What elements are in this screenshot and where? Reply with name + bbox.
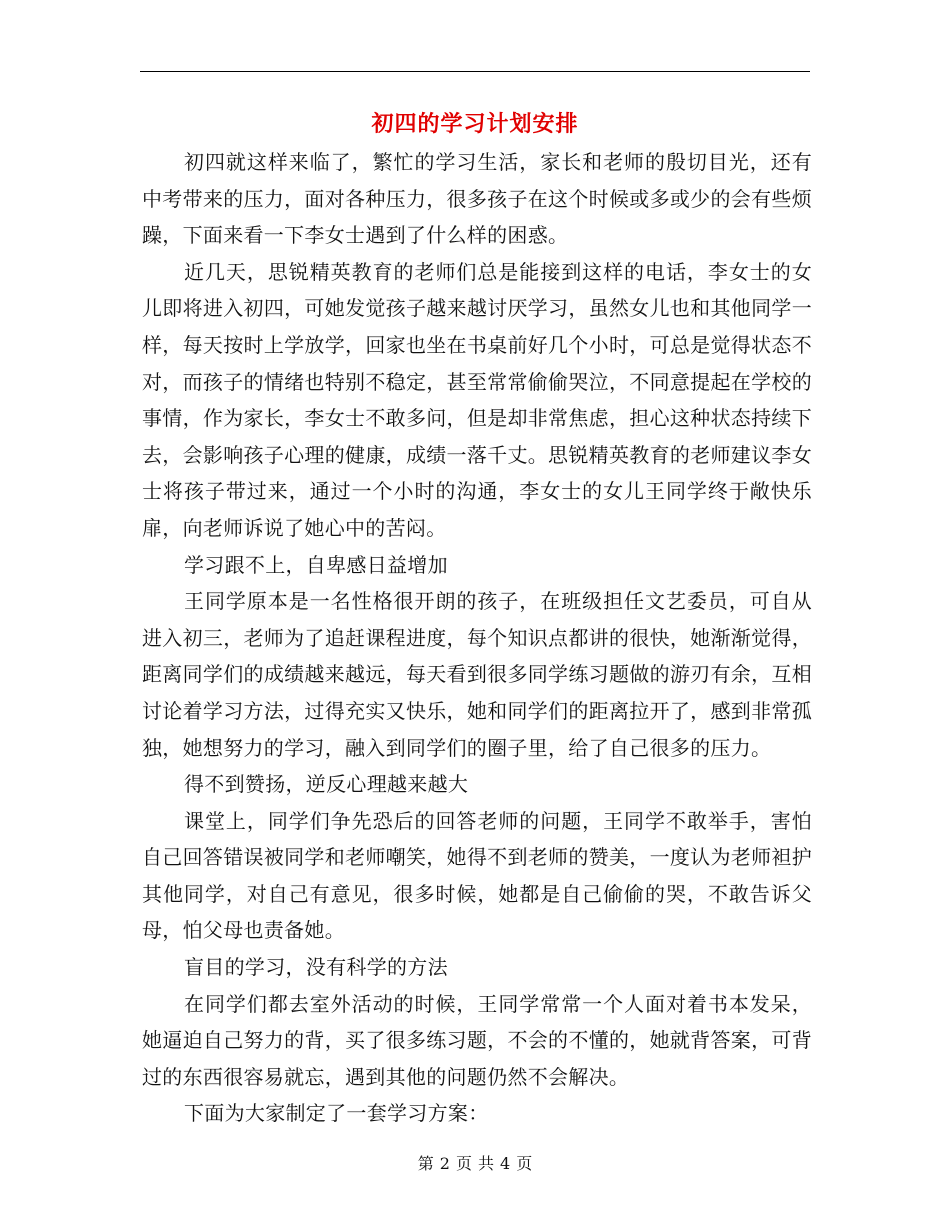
paragraph-no-praise: 课堂上，同学们争先恐后的回答老师的问题，王同学不敢举手，害怕自己回答错误被同学和老师嘲笑，她得不到老师的赞美，一度认为老师袒护其他同学，对自己有意见，很多时候，她都是自己偷偷的哭，不敢告诉父母，怕父母也责备她。 bbox=[142, 808, 812, 943]
document-title: 初四的学习计划安排 bbox=[371, 111, 579, 137]
subheading-blind-study: 盲目的学习，没有科学的方法 bbox=[184, 955, 448, 980]
footer-total-pages: 4 bbox=[500, 1154, 511, 1173]
paragraph-falling-behind: 王同学原本是一名性格很开朗的孩子，在班级担任文艺委员，可自从进入初三，老师为了追赶课程进度，每个知识点都讲的很快，她渐渐觉得，距离同学们的成绩越来越远，每天看到很多同学练习题做的游刃有余，互相讨论着学习方法，过得充实又快乐，她和同学们的距离拉开了，感到非常孤独，她想努力的学习，融入到同学们的圈子里，给了自己很多的压力。 bbox=[142, 589, 812, 760]
header-rule bbox=[140, 71, 810, 72]
footer-total-word: 共 bbox=[478, 1154, 495, 1173]
footer-page-number: 2 bbox=[439, 1154, 450, 1173]
paragraph-plan-intro: 下面为大家制定了一套学习方案： bbox=[184, 1101, 489, 1126]
footer-prefix: 第 bbox=[417, 1154, 434, 1173]
paragraph-story: 近几天，思锐精英教育的老师们总是能接到这样的电话，李女士的女儿即将进入初四，可她发觉孩子越来越讨厌学习，虽然女儿也和其他同学一样，每天按时上学放学，回家也坐在书桌前好几个小时，可总是觉得状态不对，而孩子的情绪也特别不稳定，甚至常常偷偷哭泣，不同意提起在学校的事情，作为家长，李女士不敢多问，但是却非常焦虑，担心这种状态持续下去，会影响孩子心理的健康，成绩一落千丈。思锐精英教育的老师建议李女士将孩子带过来，通过一个小时的沟通，李女士的女儿王同学终于敞快乐扉，向老师诉说了她心中的苦闷。 bbox=[142, 259, 812, 540]
footer-page-word: 页 bbox=[455, 1154, 472, 1173]
subheading-falling-behind: 学习跟不上，自卑感日益增加 bbox=[184, 552, 448, 577]
paragraph-blind-study: 在同学们都去室外活动的时候，王同学常常一个人面对着书本发呆，她逼迫自己努力的背，买了很多练习题，不会的不懂的，她就背答案，可背过的东西很容易就忘，遇到其他的问题仍然不会解决。 bbox=[142, 991, 812, 1089]
document-body bbox=[142, 144, 812, 1132]
paragraph-intro: 初四就这样来临了，繁忙的学习生活，家长和老师的殷切目光，还有中考带来的压力，面对各种压力，很多孩子在这个时候或多或少的会有些烦躁，下面来看一下李女士遇到了什么样的困惑。 bbox=[142, 150, 812, 248]
footer-suffix: 页 bbox=[516, 1154, 533, 1173]
page-footer bbox=[0, 1152, 950, 1176]
subheading-no-praise: 得不到赞扬，逆反心理越来越大 bbox=[184, 772, 469, 797]
